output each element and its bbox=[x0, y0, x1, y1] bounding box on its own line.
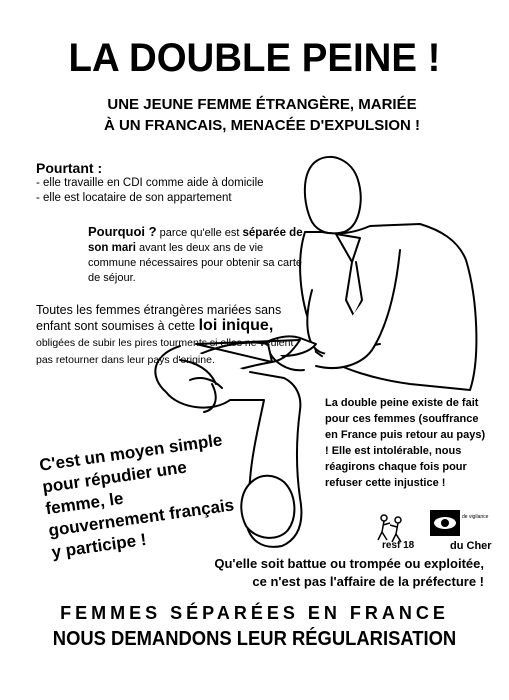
prefecture-line-2: ce n'est pas l'affaire de la préfecture ! bbox=[252, 574, 484, 589]
subtitle-line-2: À UN FRANCAIS, MENACÉE D'EXPULSION ! bbox=[103, 117, 421, 134]
toutes-text-2: obligées de subir les pires tourments si elles ne veulent pas retourner dans leur pays d'origine. bbox=[36, 337, 294, 366]
pourtant-block bbox=[36, 160, 264, 206]
toutes-block bbox=[36, 302, 306, 368]
pourtant-item-1: - elle travaille en CDI comme aide à domicile bbox=[36, 177, 264, 189]
prefecture-line-1: Qu'elle soit battue ou trompée ou exploitée, bbox=[214, 556, 484, 571]
footer-line-1: FEMMES SÉPARÉES EN FRANCE bbox=[60, 603, 449, 623]
cher-logo-label: du Cher bbox=[450, 540, 492, 552]
poster-title: LA DOUBLE PEINE ! bbox=[68, 36, 441, 80]
resf-logo-label: resf 18 bbox=[382, 540, 415, 551]
toutes-loi: loi inique, bbox=[198, 317, 274, 334]
pourtant-item-2: - elle est locataire de son appartement bbox=[36, 192, 232, 204]
slogan: C'est un moyen simple pour répudier une femme, le gouvernement français y participe ! bbox=[38, 430, 236, 562]
right-text: La double peine existe de fait pour ces femmes (souffrance en France puis retour au pays) ! Elle est intolérable, nous réagirons chaque fois pour refuser cette injustice ! bbox=[325, 397, 486, 489]
footer-line-2: NOUS DEMANDONS LEUR RÉGULARISATION bbox=[52, 628, 457, 650]
pourquoi-bold: séparée de son mari bbox=[88, 227, 303, 254]
pourtant-heading: Pourtant : bbox=[36, 160, 103, 176]
svg-text:de vigilance: de vigilance bbox=[462, 514, 489, 520]
pourquoi-lead: Pourquoi ? bbox=[88, 224, 157, 239]
toutes-text-1: Toutes les femmes étrangères mariées sans enfant sont soumises à cette bbox=[36, 303, 282, 333]
pourquoi-text-2: avant les deux ans de vie commune nécessaires pour obtenir sa carte de séjour. bbox=[88, 242, 302, 284]
pourquoi-text-1: parce qu'elle est bbox=[159, 227, 240, 239]
subtitle-line-1: UNE JEUNE FEMME ÉTRANGÈRE, MARIÉE bbox=[107, 96, 417, 113]
prefecture-block bbox=[112, 555, 484, 591]
pourquoi-block bbox=[88, 224, 308, 286]
